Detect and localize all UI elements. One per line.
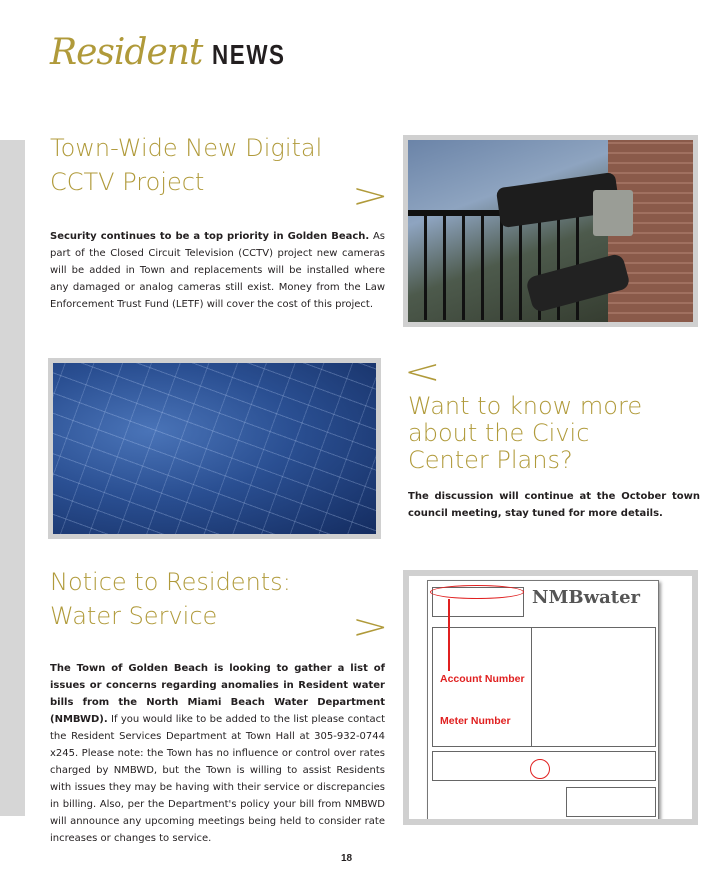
civic-body: The discussion will continue at the October town council meeting, stay tuned for more details. (408, 491, 700, 519)
masthead-script: Resident (50, 32, 203, 73)
civic-heading-line3: Center Plans? (408, 446, 573, 474)
water-text: If you would like to be added to the list please contact the Resident Services Department at Town Hall at 305-932-0744 x245. Please note: the Town has no influence or control over rates charged by NMBWD, but the Town is willing to assist Residents with issues they may be having with their service or discrepancies in billing. Also, per the Department's policy your bill from NMBWD will announce any upcoming meetings being held to consider rate increases or changes to service. (50, 714, 385, 844)
cctv-lead: Security continues to be a top priority in Golden Beach. (50, 231, 370, 242)
blueprint-photo (48, 358, 381, 539)
bill-sheet (427, 580, 659, 820)
water-bill-image (403, 570, 698, 825)
right-arrow-icon: > (351, 176, 389, 216)
water-heading (50, 565, 291, 633)
left-arrow-icon: < (403, 352, 441, 392)
meter-number-label: Meter Number (440, 715, 511, 727)
water-heading-line1: Notice to Residents: (50, 568, 291, 596)
right-arrow-icon: > (351, 607, 389, 647)
water-body (50, 660, 385, 847)
side-bar-decoration (0, 140, 25, 816)
cctv-heading-line2: CCTV Project (50, 168, 205, 196)
masthead-news: NEWS (212, 39, 287, 70)
cctv-text: As part of the Closed Circuit Television (CCTV) project new cameras will be added in Town and replacements will be installed where any damaged or analog cameras still exist. Money from the Law Enforcement Trust Fund (LETF) will cover the cost of this project. (50, 231, 385, 310)
cctv-heading (50, 131, 322, 199)
meter-highlight (530, 759, 550, 779)
water-lead: The Town of Golden Beach is looking to gather a list of issues or concerns regarding anomalies in Resident water bills from the North Miami Beach Water Department (NMBWD). (50, 663, 385, 725)
civic-heading-line1: Want to know more (408, 392, 643, 420)
account-number-label: Account Number (440, 673, 525, 685)
nmb-water-logo: NMBwater (532, 587, 640, 608)
water-heading-line2: Water Service (50, 602, 218, 630)
page-number: 18 (341, 853, 353, 864)
cctv-heading-line1: Town-Wide New Digital (50, 134, 323, 162)
masthead (50, 32, 304, 73)
civic-heading-line2: about the Civic (408, 419, 590, 447)
civic-heading (408, 393, 642, 474)
cctv-camera-photo (403, 135, 698, 327)
account-highlight (430, 585, 524, 599)
cctv-body (50, 228, 385, 313)
